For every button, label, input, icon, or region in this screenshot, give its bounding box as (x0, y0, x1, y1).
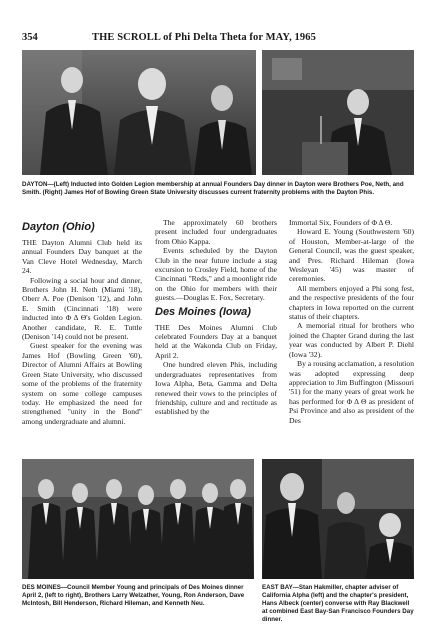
page-number: 354 (22, 32, 38, 43)
paragraph: THE Des Moines Alumni Club celebrated Founders Day at a banquet held at the Wakonda Club on Friday, April 2. (155, 322, 277, 360)
paragraph: All members enjoyed a Phi song fest, and the respective presidents of the four chapters in Iowa reported on the current status of their chapters. (289, 283, 414, 322)
bottom-left-photo-caption: DES MOINES—Council Member Young and principals of Des Moines dinner April 2, (left to right), Brothers Larry Welzather, Young, Ron Anderson, Dave McIntosh, Bill Henderson, Richard Hileman, and Kenneth Neu. (22, 584, 245, 607)
bottom-right-photo-caption: EAST BAY—Stan Hakmiller, chapter adviser of California Alpha (left) and the chapter's president, Hans Albeck (center) converse with Ray Blackwell at combined East Bay-San Francisco Founders Day dinner. (262, 584, 414, 623)
photo-dayton-golden-legion (22, 50, 256, 175)
photo-east-bay-image (262, 459, 414, 579)
section-title-dayton: Dayton (Ohio) (22, 221, 95, 233)
photo-dayton-speaker-image (262, 50, 414, 175)
photo-des-moines-group-image (22, 459, 254, 579)
paragraph: Howard E. Young (Southwestern '60) of Houston, Member-at-large of the General Council, was the guest speaker, and Pres. Richard Hileman (Iowa Wesleyan '45) was master of ceremonies. (289, 227, 414, 284)
photo-des-moines-group (22, 459, 254, 579)
photo-east-bay (262, 459, 414, 579)
paragraph: One hundred eleven Phis, including undergraduates representatives from Iowa Alpha, Beta, Gamma and Delta renewed their vows to the principles of friendship, culture and and rectitude as established by the (155, 360, 277, 417)
column-dayton (22, 218, 142, 426)
paragraph: Events scheduled by the Dayton Club in the near future include a stag excursion to Crosley Field, home of the Cincinnati "Reds," and a moonlight ride on the Ohio for members with their guests.—Douglas E. Fox, Secretary. (155, 246, 277, 303)
page-header (22, 32, 412, 46)
photo-dayton-speaker (262, 50, 414, 175)
paragraph: Guest speaker for the evening was James Hof (Bowling Green '60), Director of Alumni Affairs at Bowling Green State University, who discussed some of the problems of the fraternity system on some college campuses today. He emphasized the need for strengthened "unity in the Bond" among undergraduate and alumni. (22, 341, 142, 426)
top-photo-caption: DAYTON—(Left) Inducted into Golden Legion membership at annual Founders Day dinner in Dayton were Brothers Poe, Neth, and Smith. (Right) James Hof of Bowling Green State University discusses current fraternity problems with the Dayton Phis. (22, 181, 404, 196)
paragraph: By a rousing acclamation, a resolution was adopted expressing deep appreciation to Jim Buffington (Missouri '51) for the many years of great work he has performed for Φ Δ Θ as president of Psi Province and also as president of the Des (289, 359, 414, 425)
section-title-des-moines: Des Moines (Iowa) (155, 305, 251, 318)
photo-dayton-golden-legion-image (22, 50, 256, 175)
column-dayton-desmoines (155, 218, 277, 417)
paragraph: Immortal Six, Founders of Φ Δ Θ. (289, 218, 393, 227)
paragraph: The approximately 60 brothers present included four undergraduates from Ohio Kappa. (155, 218, 277, 246)
running-title: THE SCROLL of Phi Delta Theta for MAY, 1965 (92, 32, 316, 43)
paragraph: Following a social hour and dinner, Brothers John H. Neth (Miami '18), Oberr A. Poe (Denison '12), and John E. Smith (Cincinnati '18) were inducted into Φ Δ Θ's Golden Legion. Another candidate, R. E. Tuttle (Denison '14) could not be present. (22, 275, 142, 342)
paragraph: THE Dayton Alumni Club held its annual Founders Day banquet at the Van Cleve Hotel Wednesday, March 24. (22, 238, 142, 276)
column-des-moines-cont (289, 218, 414, 425)
paragraph: A memorial ritual for brothers who joined the Chapter Grand during the last year was conducted by Albert P. Diehl (Iowa '32). (289, 321, 414, 359)
